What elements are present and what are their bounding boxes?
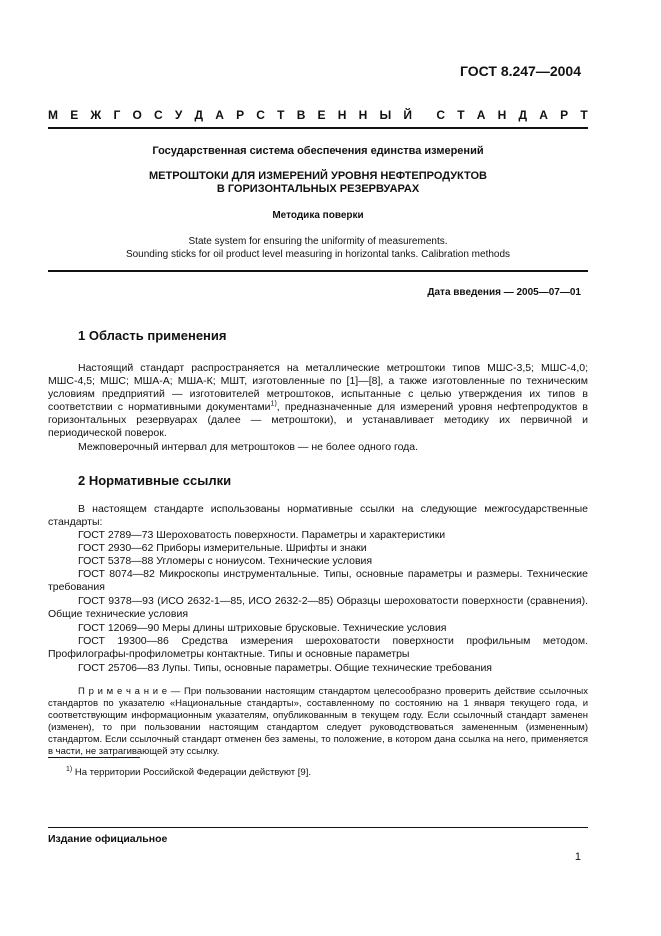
banner-letter: У (174, 108, 183, 122)
section-2-heading: 2 Нормативные ссылки (78, 473, 232, 488)
note-paragraph (48, 686, 588, 758)
reference-gost-5378: ГОСТ 5378—88 Угломеры с нониусом. Технические условия (78, 555, 373, 567)
banner-letter: Г (113, 108, 121, 122)
banner-letter: С (256, 108, 265, 122)
main-title-line-1: МЕТРОШТОКИ ДЛЯ ИЗМЕРЕНИЙ УРОВНЯ НЕФТЕПРОДУКТОВ (148, 170, 487, 182)
footnote-separator (48, 757, 140, 758)
reference-gost-25706: ГОСТ 25706—83 Лупы. Типы, основные параметры. Общие технические требования (78, 662, 492, 674)
interstate-standard-banner (48, 108, 588, 122)
banner-letter: Й (403, 108, 413, 122)
section-2-intro: В настоящем стандарте использованы нормативные ссылки на следующие межгосударственные стандарты: (48, 503, 588, 528)
banner-letter: Н (497, 108, 507, 122)
banner-letter: С (436, 108, 446, 122)
banner-letter: Е (317, 108, 326, 122)
banner-letter: Ж (90, 108, 102, 122)
banner-letter: Е (70, 108, 79, 122)
title-rule (48, 270, 588, 272)
banner-letter: Т (277, 108, 285, 122)
paragraph-text: , предназначенные для измерений уровня нефтепродуктов в горизонтальных резервуарах (далее — метроштоки), и устанавливает методику их первичной и периодической поверок. (48, 401, 589, 439)
banner-letter: Н (358, 108, 368, 122)
footnote (66, 767, 311, 779)
banner-letter: Р (560, 108, 569, 122)
introduction-date: Дата введения — 2005—07—01 (427, 287, 581, 298)
standard-code: ГОСТ 8.247—2004 (459, 63, 581, 79)
banner-letter: В (296, 108, 306, 122)
footer-rule (48, 827, 588, 828)
banner-letter: Т (580, 108, 588, 122)
banner-letter: Н (337, 108, 347, 122)
english-title-line-1: State system for ensuring the uniformity of measurements. (188, 236, 448, 247)
footnote-ref: 1) (270, 400, 277, 408)
banner-letter: Р (236, 108, 245, 122)
paragraph-text: Настоящий стандарт распространяется на металлические метроштоки типов МШС-3,5; МШС-4,0; МШС-4,5; МШС; МША-А; МША-К; МШТ, изготовленные по [1]—[8], а также изготовленные по техническим условиям предприятий — изготовителей метроштоков, испытанные с целью утверждения их типов в соответствии с нормативными документами (48, 362, 588, 413)
reference-gost-19300: ГОСТ 19300—86 Средства измерения шероховатости поверхности профильным методом. Профилографы-профилометры контактные. Типы и основные параметры (48, 635, 588, 660)
section-1-paragraph-1 (48, 362, 588, 440)
banner-letter: Т (457, 108, 465, 122)
main-title-line-2: В ГОРИЗОНТАЛЬНЫХ РЕЗЕРВУАРАХ (216, 183, 420, 195)
method-subtitle: Методика поверки (272, 210, 364, 221)
banner-letter: М (48, 108, 58, 122)
banner-letter: О (132, 108, 142, 122)
system-title: Государственная система обеспечения единства измерений (152, 145, 484, 157)
page-number: 1 (574, 851, 581, 863)
note-label: П р и м е ч а н и е (78, 686, 168, 697)
reference-gost-2789: ГОСТ 2789—73 Шероховатость поверхности. Параметры и характеристики (78, 529, 446, 541)
footnote-text: На территории Российской Федерации действуют [9]. (72, 767, 311, 778)
banner-rule (48, 127, 588, 129)
reference-gost-12069: ГОСТ 12069—90 Меры длины штриховые брусковые. Технические условия (78, 622, 447, 634)
footnote-mark: 1) (66, 765, 73, 773)
banner-letter: Д (194, 108, 204, 122)
reference-gost-2930: ГОСТ 2930—62 Приборы измерительные. Шрифты и знаки (78, 542, 367, 554)
banner-letter: Ы (379, 108, 392, 122)
english-title-line-2: Sounding sticks for oil product level measuring in horizontal tanks. Calibration methods (125, 249, 511, 260)
banner-letter: Д (518, 108, 528, 122)
banner-letter: А (476, 108, 486, 122)
reference-gost-8074: ГОСТ 8074—82 Микроскопы инструментальные. Типы, основные параметры и размеры. Технические требования (48, 568, 588, 593)
section-1-heading: 1 Область применения (78, 328, 227, 343)
note-text: — При пользовании настоящим стандартом целесообразно проверить действие ссылочных стандартов по указателю «Национальные стандарты», составленному по состоянию на 1 января текущего года, и соответствующим информационным указателям, опубликованным в текущем году. Если ссылочный стандарт заменен (изменен), то при пользовании настоящим стандартом следует руководствоваться замененным (измененным) стандартом. Если ссылочный стандарт отменен без замены, то положение, в котором дана ссылка на него, применяется в части, не затрагивающей эту ссылку. (48, 686, 588, 757)
banner-letter: А (215, 108, 224, 122)
banner-letter: С (153, 108, 163, 122)
reference-gost-9378: ГОСТ 9378—93 (ИСО 2632-1—85, ИСО 2632-2—85) Образцы шероховатости поверхности (сравнения). Общие технические условия (48, 595, 588, 620)
section-1-paragraph-2: Межповерочный интервал для метроштоков — не более одного года. (78, 441, 419, 453)
official-edition-label: Издание официальное (48, 833, 168, 845)
banner-letter: А (539, 108, 548, 122)
